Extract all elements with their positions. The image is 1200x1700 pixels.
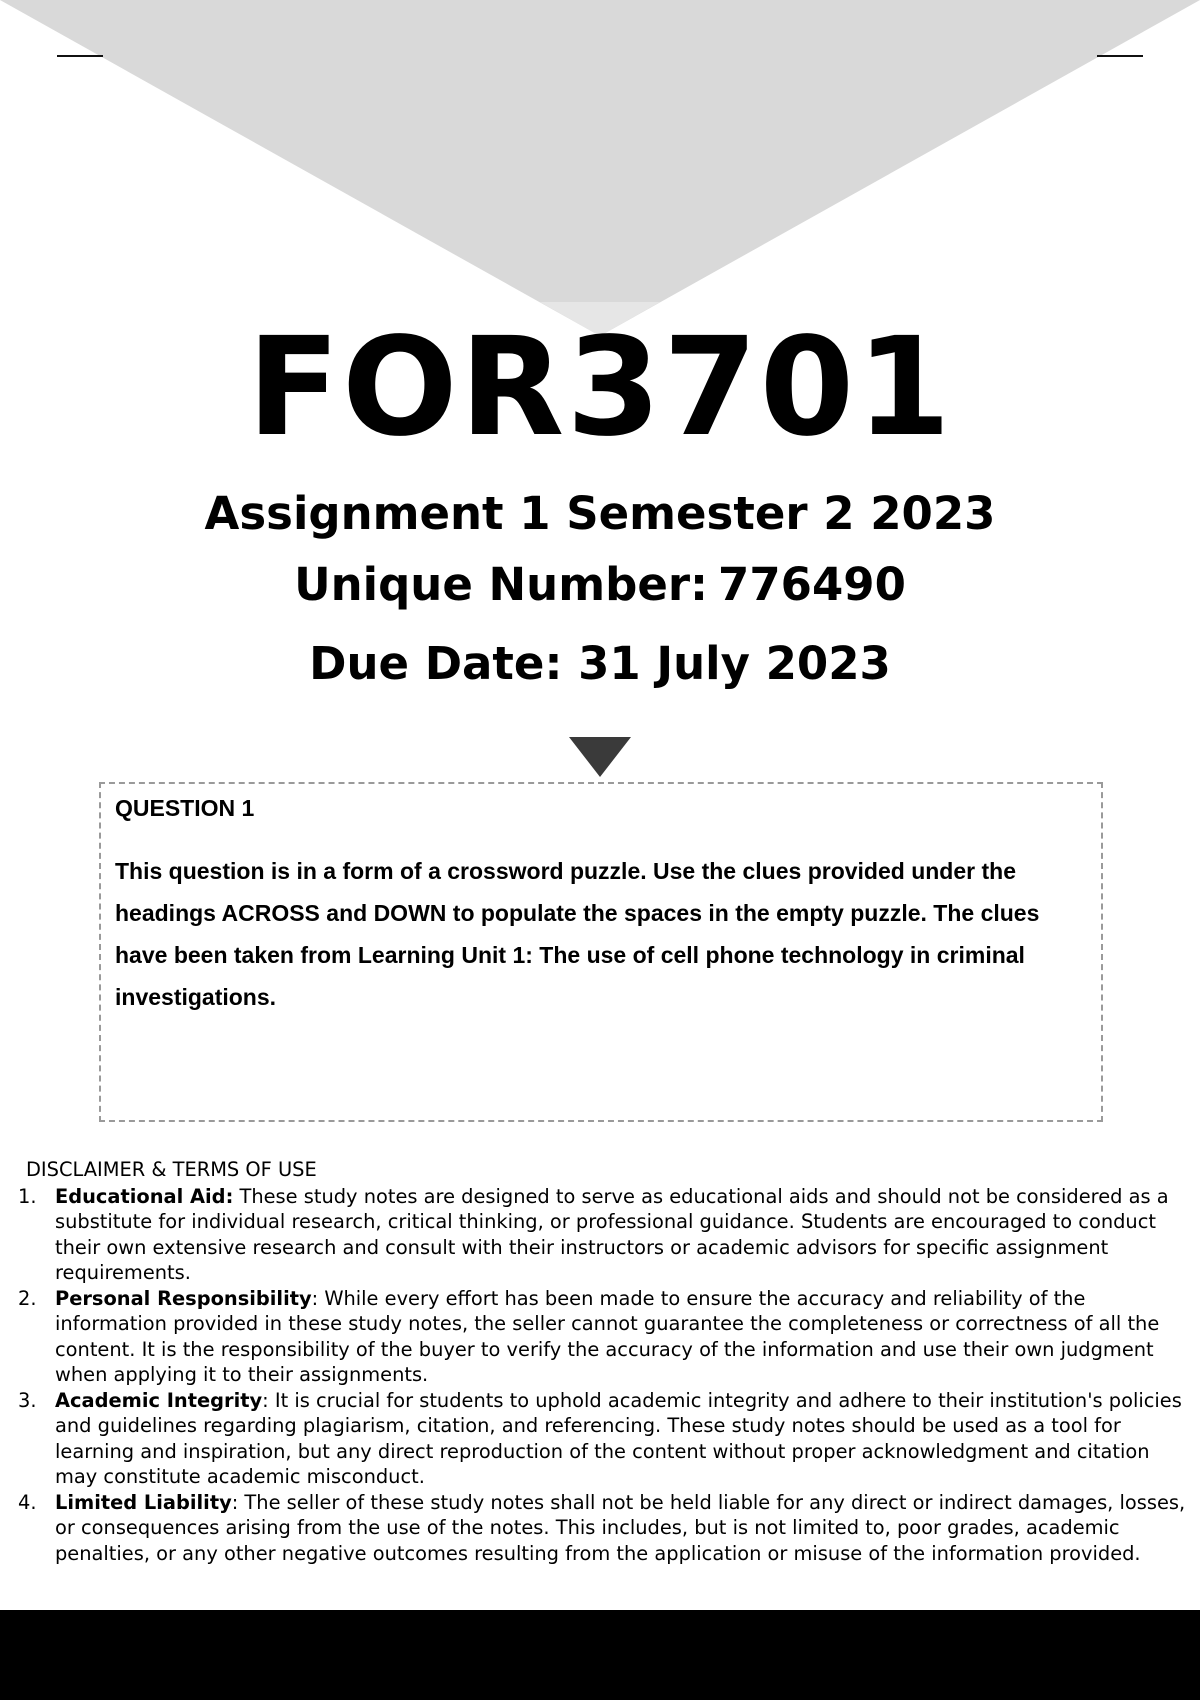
disclaimer-item-text: : It is crucial for students to uphold academic integrity and adhere to their institution's policies and guidelines regarding plagiarism, citation, and referencing. These study notes should be used as a tool for learning and inspiration, but any direct reproduction of the content without proper acknowledgment and citation may constitute academic misconduct. (55, 1388, 1182, 1488)
footer-bar (0, 1610, 1200, 1700)
unique-number-label: Unique Number: (294, 558, 709, 611)
course-code-title: FOR3701 (247, 309, 953, 467)
disclaimer-title: DISCLAIMER & TERMS OF USE (26, 1158, 317, 1181)
disclaimer-item-number: 2. (18, 1286, 37, 1310)
corner-rule-right (1097, 55, 1143, 57)
disclaimer-item-term: Academic Integrity (55, 1388, 263, 1412)
disclaimer-item-term: Limited Liability (55, 1490, 232, 1514)
question-title: QUESTION 1 (115, 795, 255, 821)
corner-rule-left (57, 55, 103, 57)
question-text: This question is in a form of a crossword puzzle. Use the clues provided under the headings ACROSS and DOWN to populate the spaces in the empty puzzle. The clues have been taken from Learning Unit 1: The use of cell phone technology in criminal investigations. (115, 858, 1040, 1010)
unique-number-heading (0, 558, 1200, 612)
banner-chevron-shape (0, 0, 1200, 340)
disclaimer-item-number: 4. (18, 1490, 37, 1514)
disclaimer-item (18, 1286, 1190, 1388)
disclaimer-item (18, 1184, 1190, 1286)
disclaimer-item-text: : While every effort has been made to ensure the accuracy and reliability of the information provided in these study notes, the seller cannot guarantee the completeness or correctness of all the content. It is the responsibility of the buyer to verify the accuracy of the information and use their own judgment when applying it to their assignments. (55, 1286, 1160, 1386)
question-box (99, 782, 1103, 1122)
unique-number-value: 776490 (718, 558, 906, 611)
disclaimer-item (18, 1490, 1190, 1567)
disclaimer-item-number: 1. (18, 1184, 37, 1208)
disclaimer-item-term: Personal Responsibility (55, 1286, 312, 1310)
down-triangle-icon (569, 737, 631, 777)
disclaimer-item (18, 1388, 1190, 1490)
assignment-heading: Assignment 1 Semester 2 2023 (204, 487, 996, 540)
disclaimer-item-number: 3. (18, 1388, 37, 1412)
due-date-heading: Due Date: 31 July 2023 (309, 637, 891, 690)
disclaimer-list (18, 1184, 1190, 1567)
disclaimer-item-text: These study notes are designed to serve as educational aids and should not be considered as a substitute for individual research, critical thinking, or professional guidance. Students are encouraged to conduct their own extensive research and consult with their instructors or academic advisors for specific assignment requirements. (55, 1184, 1169, 1284)
disclaimer-item-term: Educational Aid: (55, 1184, 234, 1208)
disclaimer-item-text: : The seller of these study notes shall not be held liable for any direct or indirect damages, losses, or consequences arising from the use of the notes. This includes, but is not limited to, poor grades, academic penalties, or any other negative outcomes resulting from the application or misuse of the information provided. (55, 1490, 1186, 1565)
disclaimer-section (18, 1157, 1190, 1566)
